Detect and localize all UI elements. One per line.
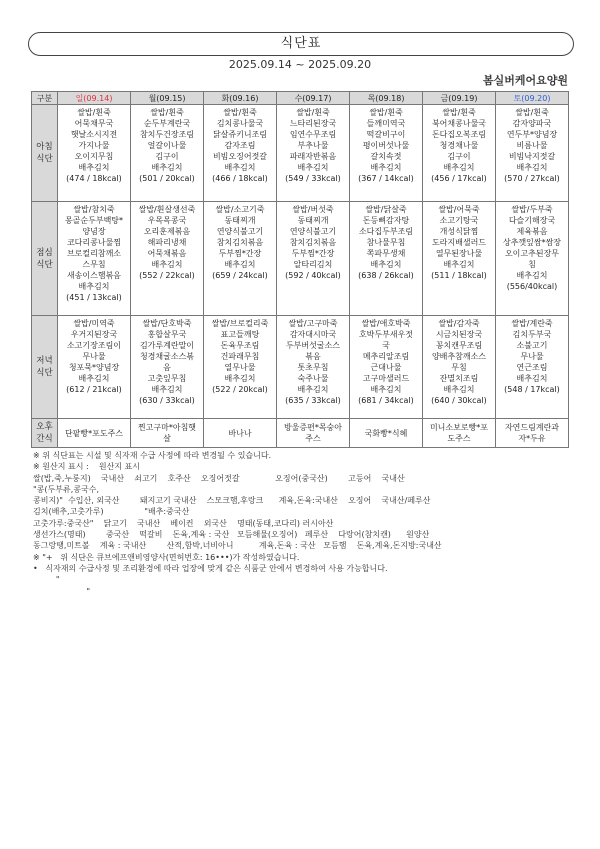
note-line: 고춧가루:중국산" 닭고기 국내산 베이컨 외국산 명태(동태,코다리) 러시아산 (33, 518, 334, 528)
menu-item: (681 / 34kcal) (358, 396, 414, 405)
menu-item: 볶음 (305, 352, 321, 361)
menu-item: 오이지무침 (74, 152, 114, 161)
breakfast-row (32, 105, 569, 202)
menu-item: 연두부*양념장 (506, 130, 558, 139)
menu-item: 시금치된장국 (435, 330, 483, 339)
row-label-text: 오후 (36, 422, 53, 432)
menu-cell (204, 316, 277, 419)
menu-item: 살 (163, 434, 171, 443)
menu-item: (456 / 17kcal) (431, 174, 487, 183)
menu-item: 참나물무침 (366, 238, 406, 247)
menu-item: 메추리알조림 (362, 352, 410, 361)
row-label-text: 식단 (36, 259, 53, 270)
menu-item: 쪽파무생채 (366, 249, 406, 258)
menu-item: 쌀밥/계란죽 (511, 319, 553, 328)
menu-cell (496, 316, 569, 419)
menu-cell (58, 202, 131, 316)
menu-item: 홍합살무국 (147, 330, 187, 339)
menu-item: 참치김치볶음 (289, 238, 337, 247)
corner-header: 구분 (32, 92, 58, 105)
menu-item: 감자대시마국 (289, 330, 337, 339)
note-line: " (33, 586, 91, 596)
menu-item: 부추나물 (297, 141, 329, 150)
menu-item: 가지나물 (78, 141, 110, 150)
menu-item: 코다리콩나물찜 (66, 238, 122, 247)
menu-item: 배추김치 (78, 163, 110, 172)
row-label-text: 점심 (36, 247, 53, 258)
date-range: 2025.09.14 ~ 2025.09.20 (228, 58, 372, 71)
row-label (32, 419, 58, 448)
menu-cell (423, 419, 496, 448)
menu-item: (635 / 33kcal) (285, 396, 341, 405)
menu-item: 상추깻잎쌈*쌈장 (502, 238, 562, 247)
menu-item: 오이고추된장무 (504, 249, 560, 258)
menu-item: (474 / 18kcal) (66, 174, 122, 183)
menu-item: 쌀밥/흰죽 (77, 108, 111, 117)
note-line: 생선가스(명태) 중국산 떡갈비 돈육,계육 : 국산 모듬해물(오징어) 페루산 다랑어(참치캔) 원양산 (33, 530, 430, 540)
row-label-text: 간식 (36, 434, 53, 444)
row-label-text: 저녁 (36, 356, 53, 366)
menu-item: 침 (528, 260, 536, 269)
menu-item: 배추김치 (78, 282, 110, 291)
menu-item: 쌀밥/흰죽 (369, 108, 403, 117)
menu-item: 배추김치 (443, 260, 475, 269)
menu-item: 연양식불고기 (216, 227, 264, 236)
menu-item: 연근조림 (516, 363, 548, 372)
menu-cell (350, 316, 423, 419)
menu-cell (350, 105, 423, 202)
menu-item: (367 / 14kcal) (358, 174, 414, 183)
menu-item: 쌀밥/두부죽 (511, 205, 553, 214)
menu-item: 쌀밥/소고기죽 (215, 205, 265, 214)
menu-item: 배추김치 (516, 271, 548, 280)
menu-item: 순두부계란국 (143, 119, 191, 128)
lunch-row (32, 202, 569, 316)
menu-item: 다슬기해장국 (508, 216, 556, 225)
menu-item: 자연드림계란과 (504, 423, 560, 432)
menu-item: 김치두부국 (512, 330, 552, 339)
menu-cell (496, 105, 569, 202)
menu-item: 쌀밥/미역죽 (73, 319, 115, 328)
menu-item: 해파리냉채 (147, 238, 187, 247)
menu-item: 돈다집오복조림 (431, 130, 487, 139)
menu-item: 배추김치 (516, 374, 548, 383)
menu-cell (277, 105, 350, 202)
menu-item: 배추김치 (151, 385, 183, 394)
menu-item: 파래자반볶음 (289, 152, 337, 161)
menu-item: 우거지된장국 (70, 330, 118, 339)
menu-item: 잔멸치조림 (439, 374, 479, 383)
row-label-text: 식단 (36, 154, 53, 164)
menu-item: 비빔오징어젓갈 (212, 152, 268, 161)
note-line: "콩(두부류,콩국수, (33, 484, 99, 494)
note-line: 동그랑땡,미트볼 계육 : 국내산 산적,함박,너비아니 계육,돈육 : 국산 모듬햄 돈육,계육,돈지방:국내산 (33, 541, 442, 551)
menu-cell (350, 419, 423, 448)
day-header-wed: 수(09.17) (277, 92, 350, 105)
menu-item: (522 / 20kcal) (212, 385, 268, 394)
menu-item: 양배추참깨소스 (431, 352, 487, 361)
menu-item: 얼갈이나물 (147, 141, 187, 150)
note-line: " (33, 575, 60, 585)
day-header-thu: 목(09.18) (350, 92, 423, 105)
menu-item: 미니소보로빵*포 (429, 423, 489, 432)
menu-item: 알타리김치 (293, 260, 333, 269)
menu-item: 참치김치볶음 (216, 238, 264, 247)
menu-item: 감자양파국 (512, 119, 552, 128)
menu-item: (630 / 33kcal) (139, 396, 195, 405)
menu-item: 고구마샐러드 (362, 374, 410, 383)
menu-cell (131, 316, 204, 419)
menu-item: 느타리된장국 (289, 119, 337, 128)
menu-item: 돈등뼈감자탕 (362, 216, 410, 225)
day-header-sat: 토(09.20) (496, 92, 569, 105)
menu-item: 고춧잎무침 (147, 374, 187, 383)
menu-item: 비빔낙지젓갈 (508, 152, 556, 161)
menu-item: 배추김치 (516, 163, 548, 172)
menu-item: 청경채굴소스볶 (139, 352, 195, 361)
menu-cell (423, 202, 496, 316)
menu-cell (350, 202, 423, 316)
menu-item: (570 / 27kcal) (504, 174, 560, 183)
menu-item: 찐고구마*아침햇 (137, 423, 197, 432)
menu-item: 오리훈제볶음 (143, 227, 191, 236)
menu-item: 소다집두부조림 (358, 227, 414, 236)
menu-item: (511 / 18kcal) (431, 271, 487, 280)
menu-title: 식단표 (28, 32, 574, 56)
day-header-mon: 월(09.15) (131, 92, 204, 105)
organization-name: 봄실버케어요양원 (482, 74, 568, 87)
menu-item: 근대나물 (370, 363, 402, 372)
menu-item: 비름나물 (516, 141, 548, 150)
note-line: 콩비지)" 수입산, 외국산 돼지고기 국내산 스모크햄,후랑크 계육,돈육:국내산 오징어 국내산/페루산 (33, 496, 431, 506)
menu-cell (58, 419, 131, 448)
menu-item: 쌀밥/브로컬리죽 (211, 319, 269, 328)
menu-cell (58, 105, 131, 202)
menu-item: 어묵채무국 (74, 119, 114, 128)
menu-item: 돈육무조림 (220, 341, 260, 350)
menu-cell (58, 316, 131, 419)
menu-item: 숙주나물 (297, 374, 329, 383)
menu-item: (451 / 13kcal) (66, 293, 122, 302)
menu-cell (131, 105, 204, 202)
menu-item: 배추김치 (78, 374, 110, 383)
menu-item: 소고기탕국 (439, 216, 479, 225)
menu-item: 쌀밥/버섯죽 (292, 205, 334, 214)
menu-item: (612 / 21kcal) (66, 385, 122, 394)
notes-section (33, 450, 573, 597)
menu-item: 쌀밥/흰죽 (296, 108, 330, 117)
menu-item: 무나물 (82, 352, 106, 361)
menu-item: 연양식불고기 (289, 227, 337, 236)
menu-item: 음 (163, 363, 171, 372)
day-header-tue: 화(09.16) (204, 92, 277, 105)
menu-item: 닭살쥬키니조림 (212, 130, 268, 139)
menu-item: 갈치속젓 (370, 152, 402, 161)
menu-item: (552 / 22kcal) (139, 271, 195, 280)
menu-item: (556/40kcal) (506, 282, 558, 291)
menu-item: 바나나 (228, 428, 252, 438)
note-line: • 식자재의 수급사정 및 조리환경에 따라 업장에 맞게 같은 식품군 안에서 변경하여 사용 가능합니다. (33, 563, 388, 573)
menu-item: 도주스 (447, 434, 471, 443)
menu-cell (277, 316, 350, 419)
menu-item: 제육볶음 (516, 227, 548, 236)
menu-item: (638 / 26kcal) (358, 271, 414, 280)
menu-item: 평이버섯나물 (362, 141, 410, 150)
menu-item: 무침 (451, 363, 467, 372)
menu-item: 김구이 (155, 152, 179, 161)
menu-item: 국화빵*식혜 (364, 428, 408, 438)
menu-item: 자*두유 (518, 434, 546, 443)
menu-item: 배추김치 (151, 260, 183, 269)
menu-item: 배추김치 (370, 385, 402, 394)
menu-item: 김가루계란말이 (139, 341, 195, 350)
menu-body (32, 105, 569, 448)
menu-item: (592 / 40kcal) (285, 271, 341, 280)
menu-item: (501 / 20kcal) (139, 174, 195, 183)
menu-item: 개성식닭찜 (439, 227, 479, 236)
menu-item: 배추김치 (370, 163, 402, 172)
row-label (32, 105, 58, 202)
menu-item: 배추김치 (370, 260, 402, 269)
menu-item: 도라지배샐러드 (431, 238, 487, 247)
note-line: ※ 원산지 표시 : 원산지 표시 (33, 462, 141, 472)
menu-item: 배추김치 (151, 163, 183, 172)
menu-cell (423, 105, 496, 202)
weekly-menu-table (31, 91, 569, 448)
menu-item: 주스 (305, 434, 321, 443)
menu-item: 소불고기 (516, 341, 548, 350)
menu-item: 쌀밥/어묵죽 (438, 205, 480, 214)
menu-item: 어묵채볶음 (147, 249, 187, 258)
menu-item: 열무된장나물 (435, 249, 483, 258)
menu-item: 호박두부새우젓 (358, 330, 414, 339)
menu-item: 배추김치 (297, 163, 329, 172)
menu-item: (640 / 30kcal) (431, 396, 487, 405)
menu-item: 쌀밥/참치죽 (73, 205, 115, 214)
menu-item: 배추김치 (443, 385, 475, 394)
menu-cell (277, 419, 350, 448)
row-label (32, 316, 58, 419)
menu-cell (131, 419, 204, 448)
menu-cell (131, 202, 204, 316)
menu-item: 동태찌개 (297, 216, 329, 225)
menu-item: 양념장 (82, 227, 106, 236)
menu-item: 배추김치 (443, 163, 475, 172)
row-label-text: 아침 (36, 142, 53, 152)
row-label-text: 식단 (36, 368, 53, 378)
menu-item: 쌀밥/흰죽 (515, 108, 549, 117)
menu-item: 무나물 (520, 352, 544, 361)
menu-cell (204, 419, 277, 448)
menu-item: 동태찌개 (224, 216, 256, 225)
menu-cell (496, 202, 569, 316)
menu-item: 열무나물 (224, 363, 256, 372)
menu-item: 김구이 (447, 152, 471, 161)
menu-item: 쌀밥/감자죽 (438, 319, 480, 328)
dinner-row (32, 316, 569, 419)
menu-cell (204, 202, 277, 316)
menu-item: 건파래무침 (220, 352, 260, 361)
menu-item: 청포묵*양념장 (68, 363, 120, 372)
menu-item: 소고기장조림이 (66, 341, 122, 350)
day-header-sun: 일(09.14) (58, 92, 131, 105)
menu-item: 쌀밥/단호박죽 (142, 319, 192, 328)
menu-item: 표고들깨탕 (220, 330, 260, 339)
menu-item: 쌀밥/고구마죽 (288, 319, 338, 328)
menu-item: (659 / 24kcal) (212, 271, 268, 280)
menu-item: 햇날소시지전 (70, 130, 118, 139)
menu-item: 두부버섯굴소스 (285, 341, 341, 350)
menu-item: 배추김치 (224, 374, 256, 383)
menu-item: 브로컬리참깨소 (66, 249, 122, 258)
menu-item: 두부찜*간장 (291, 249, 335, 258)
menu-item: 톳초무침 (297, 363, 329, 372)
menu-item: 쌀밥/흰살생선죽 (138, 205, 196, 214)
menu-item: 배추김치 (224, 260, 256, 269)
menu-item: 쌀밥/애호박죽 (361, 319, 411, 328)
menu-cell (204, 105, 277, 202)
menu-item: 배추김치 (297, 385, 329, 394)
menu-cell (423, 316, 496, 419)
menu-item: 스무침 (82, 260, 106, 269)
menu-item: 쌀밥/흰죽 (150, 108, 184, 117)
menu-item: 새송이스햄볶음 (66, 271, 122, 280)
day-header-fri: 금(09.19) (423, 92, 496, 105)
table-header-row (32, 92, 569, 105)
note-line: ※ 위 식단표는 시설 및 식자재 수급 사정에 따라 변경될 수 있습니다. (33, 451, 272, 460)
menu-item: 김치콩나물국 (216, 119, 264, 128)
menu-item: 임연수무조림 (289, 130, 337, 139)
menu-item: (466 / 18kcal) (212, 174, 268, 183)
menu-item: 방울증편*목숭아 (283, 423, 343, 432)
menu-item: 두부찜*간장 (218, 249, 262, 258)
menu-item: 쌀밥/닭살죽 (365, 205, 407, 214)
menu-cell (277, 202, 350, 316)
menu-item: 쌀밥/흰죽 (442, 108, 476, 117)
menu-item: 쌀밥/흰죽 (223, 108, 257, 117)
menu-item: 몽골순두부백탕* (64, 216, 124, 225)
menu-item: 국 (382, 341, 390, 350)
snack-row (32, 419, 569, 448)
note-line: 김치(배추,고춧가루) "배추:중국산 (33, 507, 190, 517)
menu-item: 참치두건장조림 (139, 130, 195, 139)
menu-item: 단팥빵*포도주스 (64, 428, 124, 438)
menu-cell (496, 419, 569, 448)
note-line: ※ "+ 위 식단은 큐브에프앤비영양사(면허번호: 16•••)가 작성하였습니다. (33, 552, 300, 562)
menu-item: 떡갈비구이 (366, 130, 406, 139)
menu-item: 우목목콩국 (147, 216, 187, 225)
menu-item: 들깨미역국 (366, 119, 406, 128)
note-line: 쌀(밥,죽,누룽지) 국내산 쇠고기 호주산 오징어젓갈 오징어(중국산) 고등어 국내산 (33, 473, 405, 483)
menu-item: 감자조림 (224, 141, 256, 150)
menu-item: 청경채나물 (439, 141, 479, 150)
menu-item: 배추김치 (224, 163, 256, 172)
menu-item: (548 / 17kcal) (504, 385, 560, 394)
menu-item: 북어채콩나물국 (431, 119, 487, 128)
menu-item: (549 / 33kcal) (285, 174, 341, 183)
menu-item: 꽁치캔무조림 (435, 341, 483, 350)
row-label (32, 202, 58, 316)
